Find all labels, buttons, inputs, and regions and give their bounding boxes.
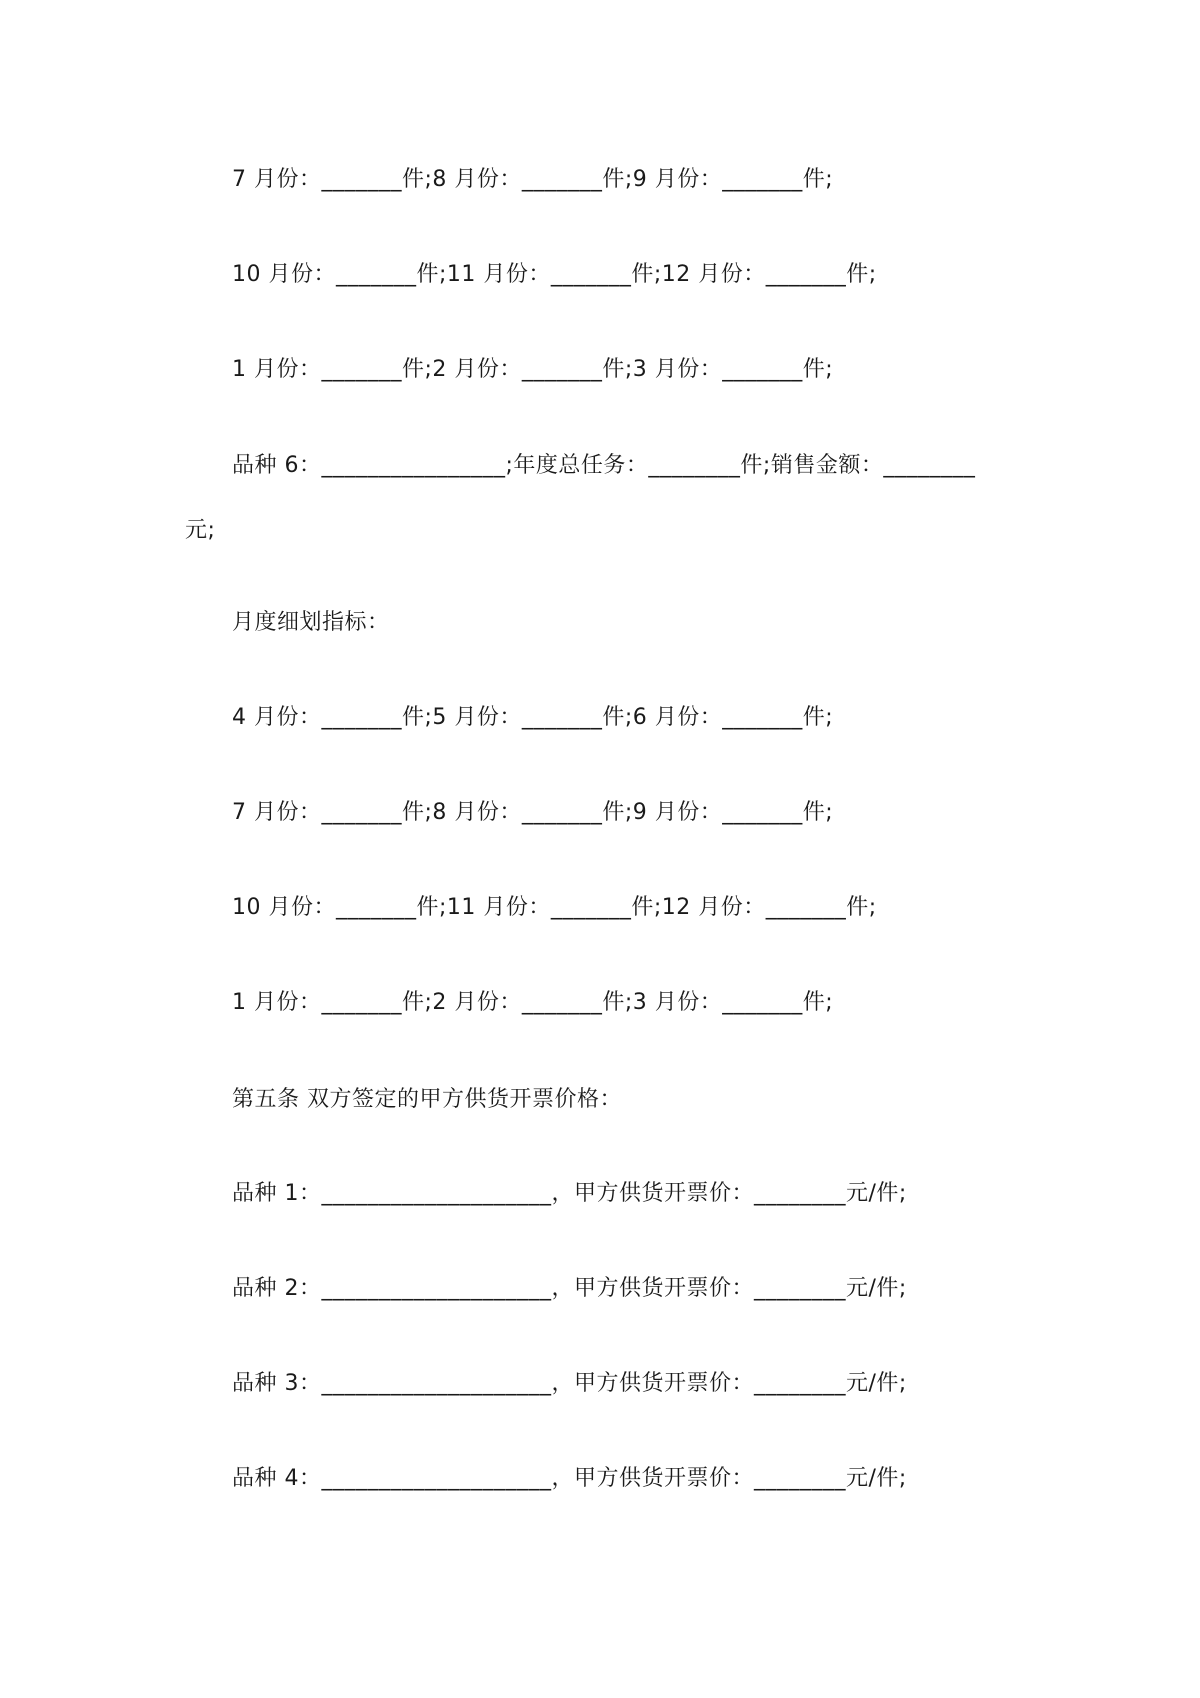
- price-item-variety4: 品种 4：____________________，甲方供货开票价：________元/件;: [232, 1466, 907, 1491]
- monthly-row-jul-sep: 7 月份：_______件;8 月份：_______件;9 月份：_______件;: [232, 167, 834, 192]
- monthly-row-oct-dec: 10 月份：_______件;11 月份：_______件;12 月份：_______件;: [232, 262, 877, 287]
- price-item-variety3: 品种 3：____________________，甲方供货开票价：________元/件;: [232, 1371, 907, 1396]
- monthly-row-apr-jun: 4 月份：_______件;5 月份：_______件;6 月份：_______件;: [232, 705, 834, 730]
- variety6-annual-target-continued: 元;: [185, 518, 216, 543]
- variety6-annual-target: 品种 6：________________;年度总任务：________件;销售金额：________: [232, 453, 976, 478]
- price-item-variety1: 品种 1：____________________，甲方供货开票价：________元/件;: [232, 1181, 907, 1206]
- price-item-variety2: 品种 2：____________________，甲方供货开票价：________元/件;: [232, 1276, 907, 1301]
- monthly-row-jul-sep: 7 月份：_______件;8 月份：_______件;9 月份：_______件;: [232, 800, 834, 825]
- monthly-row-oct-dec: 10 月份：_______件;11 月份：_______件;12 月份：_______件;: [232, 895, 877, 920]
- monthly-breakdown-heading: 月度细划指标：: [232, 610, 390, 635]
- monthly-row-jan-mar: 1 月份：_______件;2 月份：_______件;3 月份：_______件;: [232, 990, 834, 1015]
- monthly-row-jan-mar: 1 月份：_______件;2 月份：_______件;3 月份：_______件;: [232, 357, 834, 382]
- article5-heading: 第五条 双方签定的甲方供货开票价格：: [232, 1087, 622, 1112]
